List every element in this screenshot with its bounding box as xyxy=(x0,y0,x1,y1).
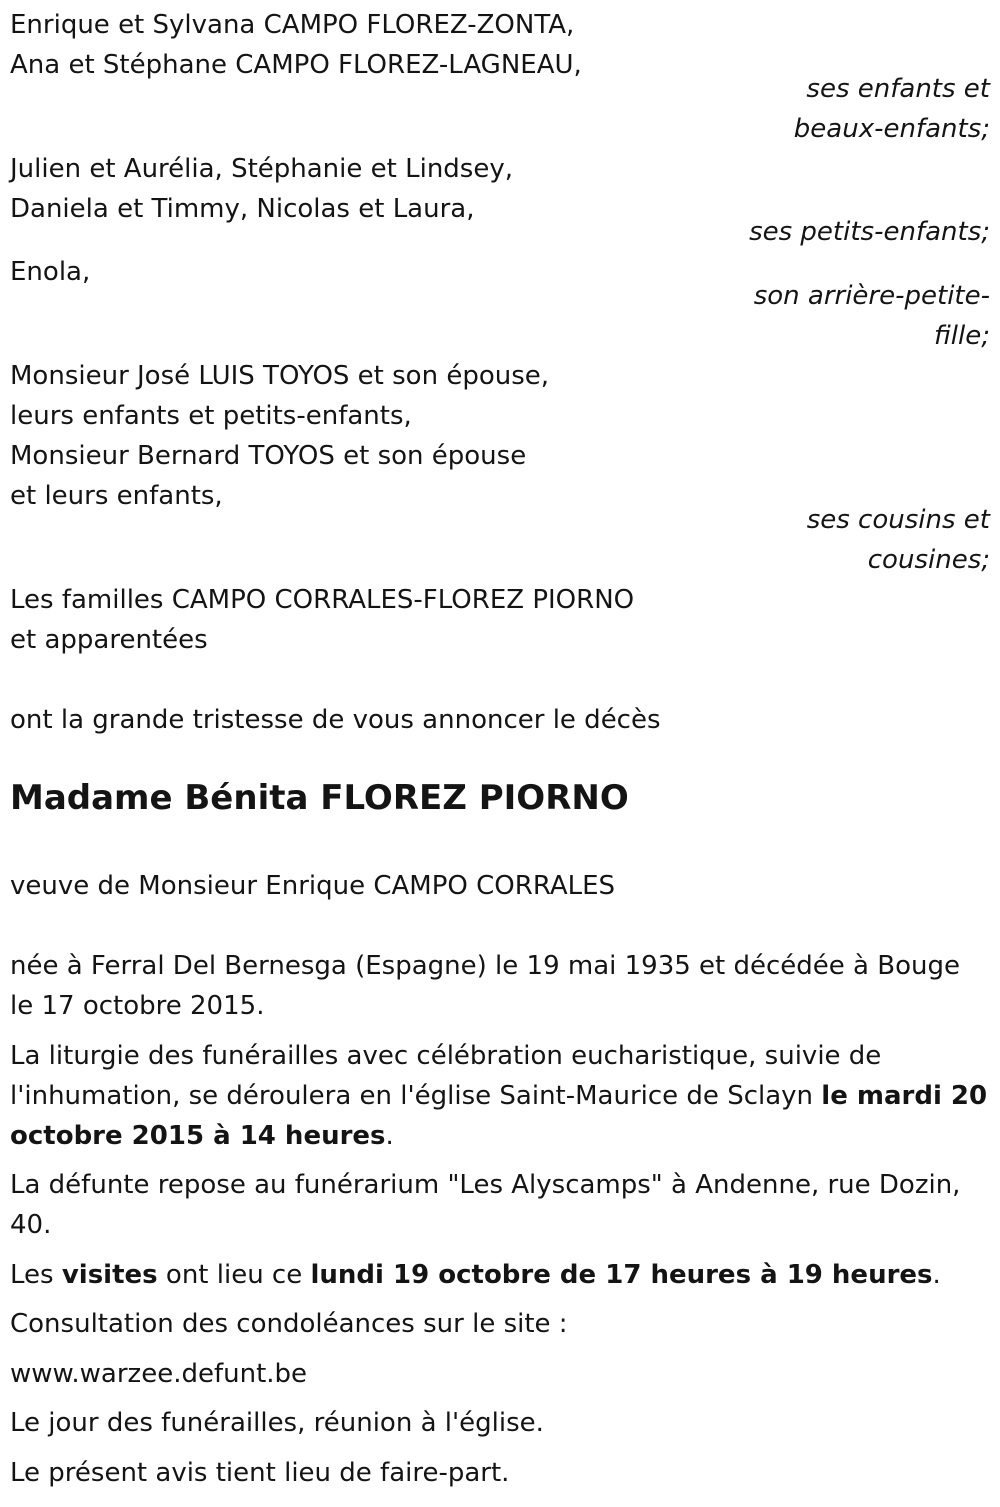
meeting-text: Le jour des funérailles, réunion à l'église. xyxy=(10,1408,544,1438)
birth-death-paragraph xyxy=(10,946,990,1026)
family-name-line: Ana et Stéphane CAMPO FLOREZ-LAGNEAU, xyxy=(10,50,582,80)
family-name-line: Julien et Aurélia, Stéphanie et Lindsey, xyxy=(10,154,513,184)
family-group-grandchildren xyxy=(10,149,990,252)
notice-text: Le présent avis tient lieu de faire-part. xyxy=(10,1457,510,1488)
visits-middle: ont lieu ce xyxy=(157,1259,311,1290)
relation-line: ses petits-enfants; xyxy=(749,217,990,247)
widow-of-text: veuve de Monsieur Enrique CAMPO CORRALES xyxy=(10,871,616,901)
paragraph-line: La défunte repose au funérarium "Les Alyscamps" à Andenne, rue Dozin, xyxy=(10,1170,961,1200)
paragraph-line xyxy=(10,1076,990,1116)
funeral-paragraph xyxy=(10,1036,990,1156)
family-group-great-grandchild xyxy=(10,252,990,356)
funeral-date-end: . xyxy=(385,1120,394,1151)
family-group-children xyxy=(10,5,990,149)
visits-when-bold: lundi 19 octobre de 17 heures à 19 heures xyxy=(310,1259,933,1290)
paragraph-line: 40. xyxy=(10,1210,52,1240)
funeral-date-bold: octobre 2015 à 14 heures xyxy=(10,1120,386,1151)
relation-line: son arrière-petite- xyxy=(753,281,990,311)
family-group-cousins xyxy=(10,356,990,580)
relation-line: ses enfants et xyxy=(806,74,990,104)
visits-suffix: . xyxy=(932,1259,941,1290)
paragraph-line xyxy=(10,1116,990,1156)
family-name-line: et apparentées xyxy=(10,625,208,655)
paragraph-line xyxy=(10,1255,990,1295)
family-name-line: Enola, xyxy=(10,257,91,287)
funeral-date-bold: le mardi 20 xyxy=(821,1080,988,1111)
family-name-line: leurs enfants et petits-enfants, xyxy=(10,401,412,431)
paragraph-line: La liturgie des funérailles avec célébration eucharistique, suivie de xyxy=(10,1040,882,1071)
relation-line: ses cousins et xyxy=(806,505,990,535)
condolences-website: www.warzee.defunt.be xyxy=(10,1358,308,1389)
relation-line: beaux-enfants; xyxy=(793,114,990,144)
visits-word-bold: visites xyxy=(61,1259,158,1290)
announcement-text: ont la grande tristesse de vous annoncer le décès xyxy=(10,705,661,735)
family-group-families xyxy=(10,580,990,660)
family-name-line: et leurs enfants, xyxy=(10,481,223,511)
visits-paragraph xyxy=(10,1255,990,1295)
relation-line: cousines; xyxy=(867,545,990,575)
family-name-line: Monsieur José LUIS TOYOS et son épouse, xyxy=(10,361,550,391)
visits-prefix: Les xyxy=(10,1259,62,1290)
family-name-line: Les familles CAMPO CORRALES-FLOREZ PIORNO xyxy=(10,585,635,615)
family-name-line: Monsieur Bernard TOYOS et son épouse xyxy=(10,441,527,471)
paragraph-line: le 17 octobre 2015. xyxy=(10,991,265,1021)
paragraph-line: née à Ferral Del Bernesga (Espagne) le 19 mai 1935 et décédée à Bouge xyxy=(10,951,960,981)
condolences-label: Consultation des condoléances sur le site : xyxy=(10,1309,568,1339)
relation-great-grandchild xyxy=(10,276,990,356)
family-name-line: Enrique et Sylvana CAMPO FLOREZ-ZONTA, xyxy=(10,10,575,40)
family-name-line: Daniela et Timmy, Nicolas et Laura, xyxy=(10,194,475,224)
funeral-location-text: l'inhumation, se déroulera en l'église Saint-Maurice de Sclayn xyxy=(10,1080,822,1111)
repose-paragraph xyxy=(10,1165,990,1245)
deceased-name: Madame Bénita FLOREZ PIORNO xyxy=(10,778,629,818)
relation-line: fille; xyxy=(934,321,990,351)
